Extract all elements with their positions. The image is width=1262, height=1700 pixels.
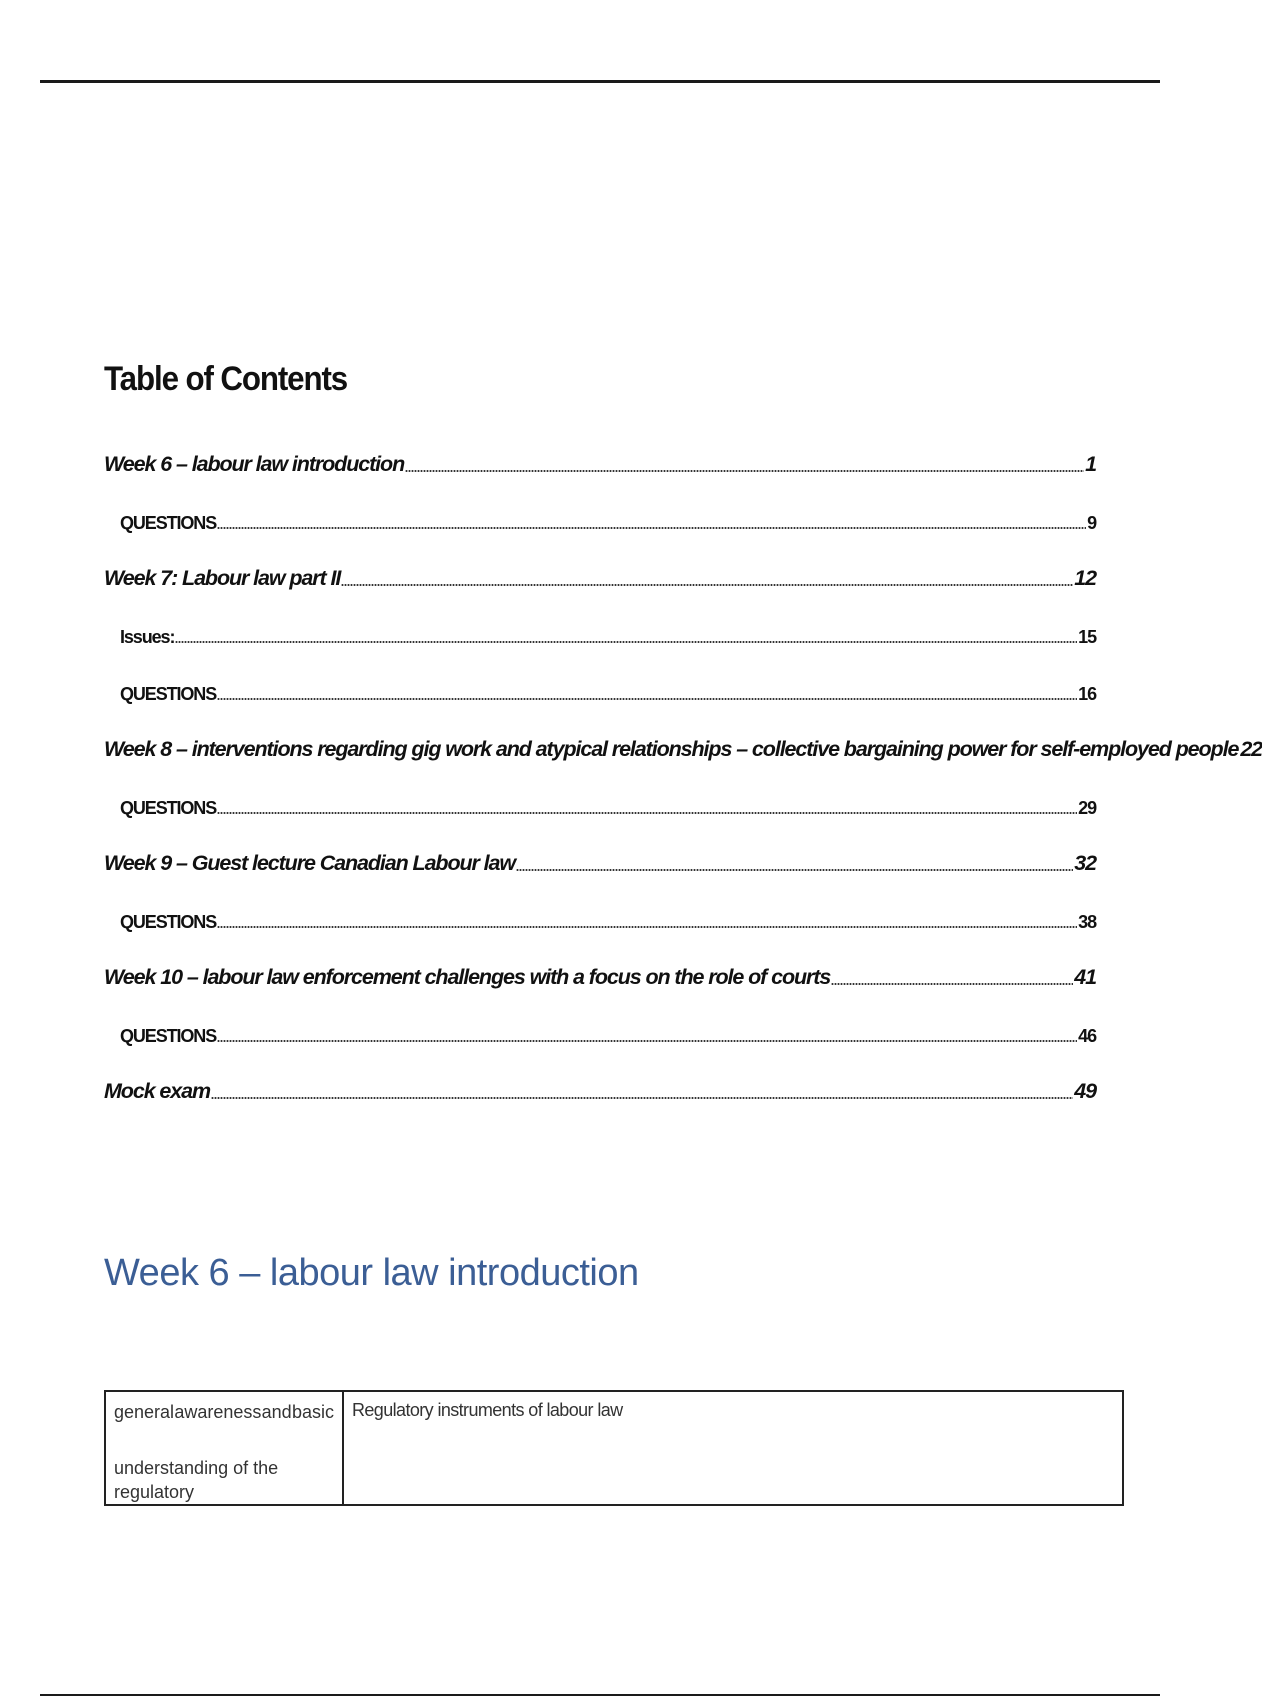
toc-entry[interactable] <box>104 648 1096 705</box>
toc-entry[interactable] <box>104 1047 1096 1104</box>
toc-entry-page: 41 <box>1074 965 1096 989</box>
toc-entry[interactable] <box>104 591 1096 648</box>
toc-entry-page: 9 <box>1087 513 1096 533</box>
toc-entry[interactable] <box>104 876 1096 933</box>
toc-entry-page: 1 <box>1085 452 1096 476</box>
toc-entry[interactable] <box>104 933 1096 990</box>
cell-text-line-2: understanding of the regulatory <box>114 1458 279 1502</box>
toc-entry-label: Issues: <box>120 627 175 647</box>
toc-title: Table of Contents <box>104 360 348 398</box>
toc-entry-page: 46 <box>1078 1026 1096 1046</box>
toc-entry-page: 32 <box>1074 851 1096 875</box>
toc-entry-label: QUESTIONS <box>120 684 217 704</box>
toc-dot-leader <box>211 1097 1073 1099</box>
cell-word: basic <box>291 1402 334 1422</box>
toc-entry-page: 29 <box>1078 798 1096 818</box>
toc-entry[interactable] <box>104 534 1096 591</box>
toc-entry[interactable] <box>104 477 1096 534</box>
toc-entry-label: Week 6 – labour law introduction <box>104 452 405 476</box>
toc-entry[interactable] <box>104 990 1096 1047</box>
toc-dot-leader <box>405 470 1084 472</box>
toc-entry-page: 16 <box>1078 684 1096 704</box>
toc-entry-label: Week 8 – interventions regarding gig work and atypical relationships – collective bargaining power for self-employed people <box>104 737 1239 761</box>
toc-dot-leader <box>516 869 1073 871</box>
toc-entry-label: QUESTIONS <box>120 1026 217 1046</box>
toc-entry-page: 49 <box>1074 1079 1096 1103</box>
footer-rule <box>40 1694 1160 1696</box>
toc-entry[interactable] <box>104 819 1096 876</box>
table-of-contents <box>104 420 1262 1104</box>
toc-entry-label: QUESTIONS <box>120 798 217 818</box>
toc-dot-leader <box>175 641 1077 643</box>
cell-word: awareness <box>174 1402 262 1422</box>
cell-word: general <box>114 1402 175 1422</box>
toc-dot-leader <box>217 698 1077 700</box>
toc-entry-page: 38 <box>1078 912 1096 932</box>
cell-text-line-1 <box>114 1400 334 1424</box>
table-row <box>105 1391 1123 1505</box>
toc-entry[interactable] <box>104 762 1096 819</box>
table-cell-right: Regulatory instruments of labour law <box>343 1391 1123 1505</box>
toc-entry-label: Mock exam <box>104 1079 211 1103</box>
toc-entry-label: Week 10 – labour law enforcement challenges with a focus on the role of courts <box>104 965 831 989</box>
toc-dot-leader <box>217 812 1077 814</box>
toc-dot-leader <box>217 1040 1077 1042</box>
outcomes-table <box>104 1390 1124 1506</box>
toc-entry-label: QUESTIONS <box>120 513 217 533</box>
toc-entry-label: Week 9 – Guest lecture Canadian Labour law <box>104 851 516 875</box>
toc-entry-label: Week 7: Labour law part II <box>104 566 341 590</box>
cell-word: and <box>261 1402 292 1422</box>
toc-dot-leader <box>831 983 1073 985</box>
toc-dot-leader <box>217 527 1086 529</box>
toc-entry-label: QUESTIONS <box>120 912 217 932</box>
toc-entry-page: 12 <box>1074 566 1096 590</box>
toc-dot-leader <box>217 926 1077 928</box>
toc-dot-leader <box>341 584 1073 586</box>
toc-entry[interactable] <box>104 705 1262 762</box>
toc-entry-page: 22 <box>1240 737 1262 761</box>
section-heading: Week 6 – labour law introduction <box>104 1252 639 1294</box>
toc-entry[interactable] <box>104 420 1096 477</box>
header-rule <box>40 80 1160 83</box>
toc-entry-page: 15 <box>1078 627 1096 647</box>
table-cell-left <box>105 1391 343 1505</box>
